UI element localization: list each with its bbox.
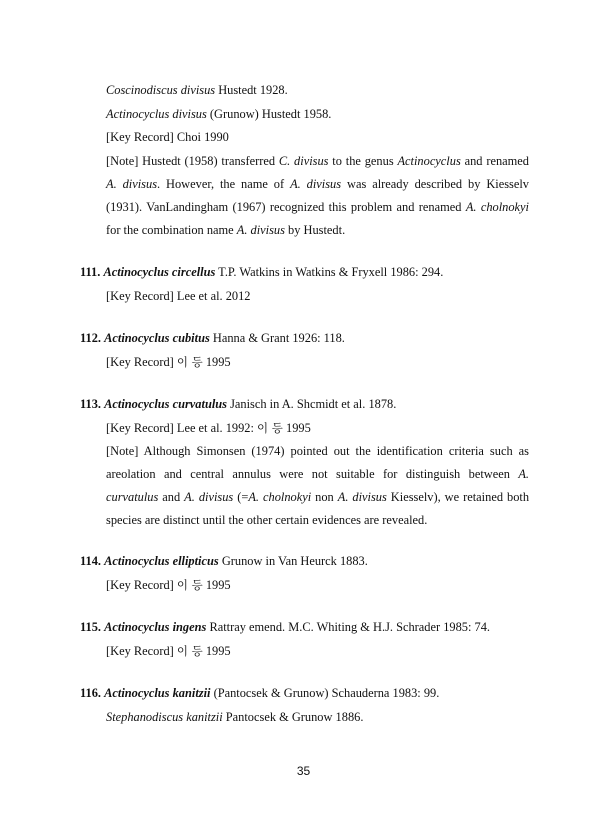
authority: Pantocsek & Grunow 1886. [222, 710, 364, 724]
note-line: [Note] Although Simonsen (1974) pointed out the identification criteria such as [106, 444, 529, 458]
key-record: [Key Record] 이 등 1995 [106, 578, 231, 592]
taxon-name: Actinocyclus ellipticus [104, 554, 219, 568]
entry-number: 113. [80, 397, 101, 411]
authority: Grunow in Van Heurck 1883. [218, 554, 368, 568]
key-record: [Key Record] Lee et al. 2012 [106, 289, 251, 303]
entry-number: 115. [80, 620, 101, 634]
synonym-line [106, 709, 363, 725]
authority: T.P. Watkins in Watkins & Fryxell 1986: 294. [215, 265, 444, 279]
authority: Janisch in A. Shcmidt et al. 1878. [227, 397, 397, 411]
entry-number: 114. [80, 554, 101, 568]
synonym-line [106, 82, 288, 98]
authority: (Grunow) Hustedt 1958. [206, 107, 332, 121]
note-line: curvatulus and A. divisus (=A. cholnokyi non A. divisus Kiesselv), we retained both [106, 490, 530, 504]
taxon-name: Actinocyclus kanitzii [104, 686, 211, 700]
note-line: for the combination name A. divisus by Hustedt. [106, 223, 346, 237]
note-line: areolation and central annulus were not suitable for distinguish between A. [106, 467, 529, 481]
entry-heading [80, 685, 439, 701]
entry-heading [80, 264, 443, 280]
entry-heading [80, 553, 368, 569]
key-record: [Key Record] Lee et al. 1992: 이 등 1995 [106, 421, 311, 435]
entry-number: 111. [80, 265, 101, 279]
authority: Hanna & Grant 1926: 118. [209, 331, 345, 345]
note-line: (1931). VanLandingham (1967) recognized this problem and renamed A. cholnokyi [106, 200, 530, 214]
taxon-name: Actinocyclus circellus [103, 265, 216, 279]
page-number: 35 [296, 764, 311, 778]
entry-heading [80, 396, 396, 412]
entry-number: 116. [80, 686, 101, 700]
key-record: [Key Record] Choi 1990 [106, 130, 229, 144]
key-record: [Key Record] 이 등 1995 [106, 644, 231, 658]
taxon-name: Coscinodiscus divisus [106, 83, 216, 97]
entry-heading [80, 330, 345, 346]
taxon-name: Actinocyclus divisus [106, 107, 207, 121]
taxon-name: Stephanodiscus kanitzii [106, 710, 223, 724]
synonym-line [106, 106, 331, 122]
authority: Rattray emend. M.C. Whiting & H.J. Schrader 1985: 74. [206, 620, 491, 634]
entry-number: 112. [80, 331, 101, 345]
note-line: [Note] Hustedt (1958) transferred C. divisus to the genus Actinocyclus and renamed [106, 154, 529, 168]
entry-heading [80, 619, 490, 635]
taxon-name: Actinocyclus curvatulus [104, 397, 227, 411]
taxon-name: Actinocyclus ingens [104, 620, 207, 634]
authority: (Pantocsek & Grunow) Schauderna 1983: 99. [210, 686, 440, 700]
key-record: [Key Record] 이 등 1995 [106, 355, 231, 369]
taxon-name: Actinocyclus cubitus [104, 331, 210, 345]
note-line: species are distinct until the other certain evidences are revealed. [106, 513, 428, 527]
authority: Hustedt 1928. [215, 83, 288, 97]
note-line: A. divisus. However, the name of A. divisus was already described by Kiesselv [106, 177, 529, 191]
